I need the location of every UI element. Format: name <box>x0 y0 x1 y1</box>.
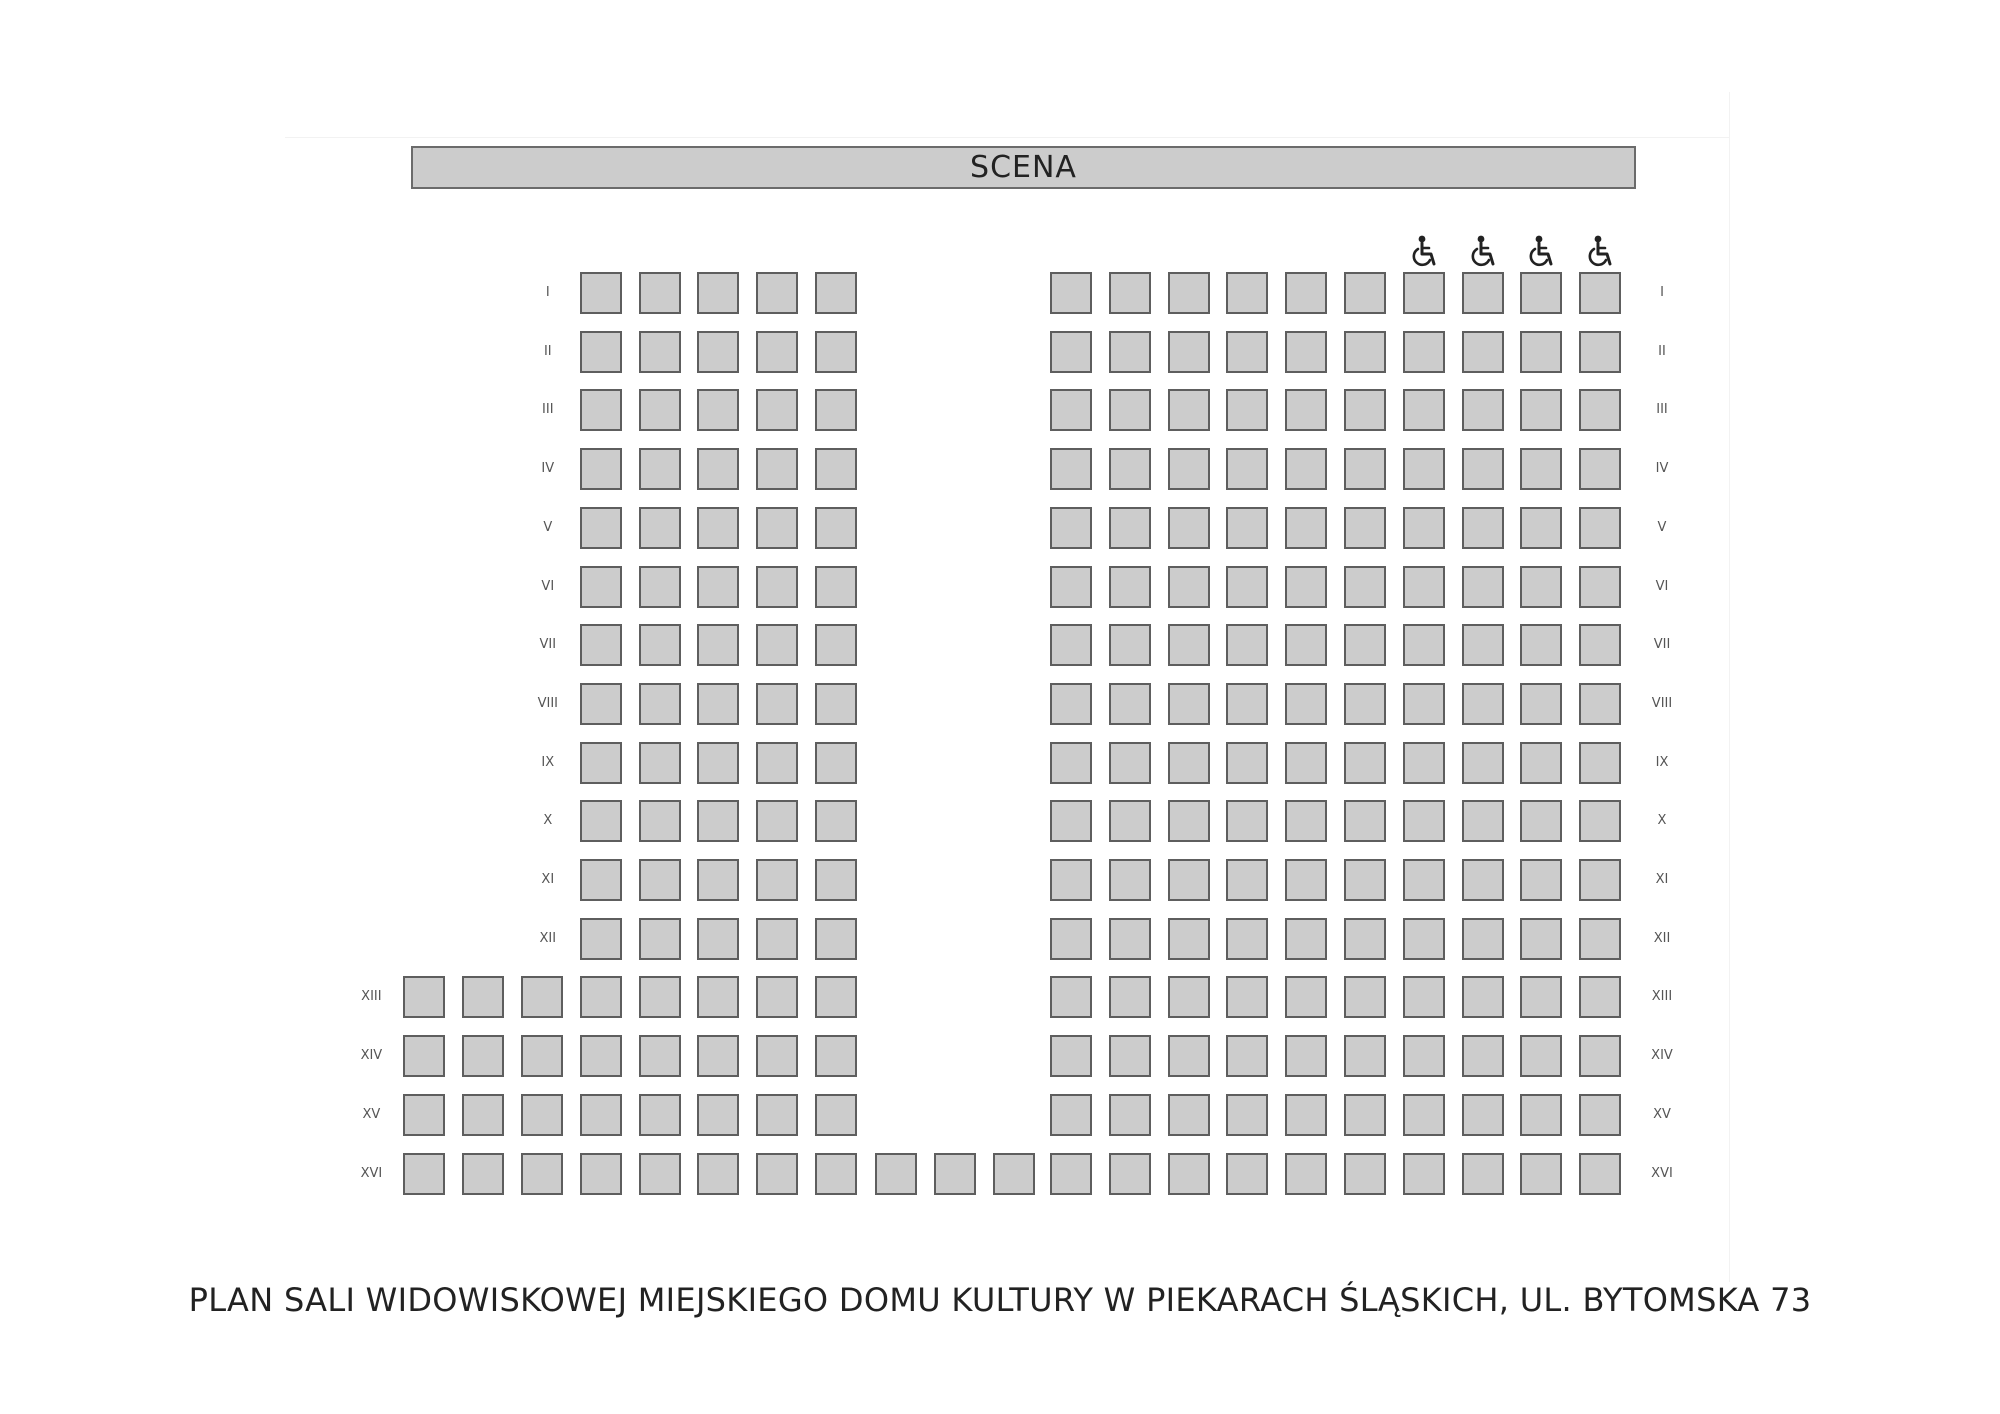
seat-row-vi-right-6[interactable] <box>1344 566 1386 608</box>
seat-row-iii-right-4[interactable] <box>1226 389 1268 431</box>
seat-row-xvi-left-1[interactable] <box>403 1153 445 1195</box>
seat-row-iii-left-5[interactable] <box>815 389 857 431</box>
seat-row-i-right-1[interactable] <box>1050 272 1092 314</box>
seat-row-x-left-1[interactable] <box>580 800 622 842</box>
seat-row-xi-left-5[interactable] <box>815 859 857 901</box>
seat-row-viii-left-1[interactable] <box>580 683 622 725</box>
seat-row-xii-right-2[interactable] <box>1109 918 1151 960</box>
seat-row-iii-right-2[interactable] <box>1109 389 1151 431</box>
seat-row-vii-left-5[interactable] <box>815 624 857 666</box>
seat-row-ix-left-4[interactable] <box>756 742 798 784</box>
seat-row-ix-left-5[interactable] <box>815 742 857 784</box>
seat-row-xvi-left-6[interactable] <box>697 1153 739 1195</box>
row-label-right: X <box>1657 813 1667 829</box>
seat-row-xvi-right-5[interactable] <box>1285 1153 1327 1195</box>
seat-row-xii-right-6[interactable] <box>1344 918 1386 960</box>
seat-row-vi-right-7[interactable] <box>1403 566 1445 608</box>
seat-row-i-left-2[interactable] <box>639 272 681 314</box>
seat-row-xii-right-9[interactable] <box>1520 918 1562 960</box>
seat-row-ix-right-2[interactable] <box>1109 742 1151 784</box>
seat-row-xii-left-5[interactable] <box>815 918 857 960</box>
seat-row-ii-right-7[interactable] <box>1403 331 1445 373</box>
seat-row-xvi-right-4[interactable] <box>1226 1153 1268 1195</box>
seat-row-iv-right-3[interactable] <box>1168 448 1210 490</box>
seat-row-ix-right-4[interactable] <box>1226 742 1268 784</box>
seat-row-xiv-right-8[interactable] <box>1462 1035 1504 1077</box>
seat-row-xvi-center-2[interactable] <box>934 1153 976 1195</box>
seat-row-iv-right-10[interactable] <box>1579 448 1621 490</box>
seat-row-xvi-left-7[interactable] <box>756 1153 798 1195</box>
row-label-right: II <box>1658 343 1666 359</box>
row-label-right: XIII <box>1651 989 1673 1005</box>
seat-row-xv-left-7[interactable] <box>756 1094 798 1136</box>
seat-row-xii-left-3[interactable] <box>697 918 739 960</box>
seat-row-xiii-left-8[interactable] <box>815 976 857 1018</box>
wheelchair-icon <box>1520 234 1562 270</box>
seat-row-ix-right-9[interactable] <box>1520 742 1562 784</box>
row-label-right: XV <box>1653 1106 1671 1122</box>
seat-row-xv-right-6[interactable] <box>1344 1094 1386 1136</box>
seat-row-xiv-left-6[interactable] <box>697 1035 739 1077</box>
seat-row-xiii-right-1[interactable] <box>1050 976 1092 1018</box>
seat-row-vii-left-3[interactable] <box>697 624 739 666</box>
seat-row-i-right-5[interactable] <box>1285 272 1327 314</box>
seat-row-xiv-right-6[interactable] <box>1344 1035 1386 1077</box>
seat-row-iv-left-4[interactable] <box>756 448 798 490</box>
seat-row-i-left-1[interactable] <box>580 272 622 314</box>
seat-row-x-left-2[interactable] <box>639 800 681 842</box>
seat-row-x-right-10[interactable] <box>1579 800 1621 842</box>
seat-row-viii-right-7[interactable] <box>1403 683 1445 725</box>
seat-row-xv-left-6[interactable] <box>697 1094 739 1136</box>
row-label-left: XII <box>539 930 557 946</box>
seat-row-xiii-left-5[interactable] <box>639 976 681 1018</box>
seat-row-iv-left-3[interactable] <box>697 448 739 490</box>
seat-row-xii-right-3[interactable] <box>1168 918 1210 960</box>
seat-row-xi-left-4[interactable] <box>756 859 798 901</box>
row-label-right: XI <box>1655 872 1669 887</box>
row-label-left: VI <box>541 578 555 594</box>
seat-row-iii-right-3[interactable] <box>1168 389 1210 431</box>
seat-row-xiv-right-7[interactable] <box>1403 1035 1445 1077</box>
seat-row-x-left-3[interactable] <box>697 800 739 842</box>
seat-row-xiii-left-3[interactable] <box>521 976 563 1018</box>
row-label-right: VI <box>1655 578 1669 594</box>
seat-row-xv-left-1[interactable] <box>403 1094 445 1136</box>
seat-row-xi-left-2[interactable] <box>639 859 681 901</box>
seat-row-xvi-left-4[interactable] <box>580 1153 622 1195</box>
seat-row-vi-left-1[interactable] <box>580 566 622 608</box>
seat-row-i-right-10[interactable] <box>1579 272 1621 314</box>
row-label-right: I <box>1660 285 1664 300</box>
seat-row-vi-right-5[interactable] <box>1285 566 1327 608</box>
wheelchair-icon <box>1579 234 1621 270</box>
seat-row-xii-right-7[interactable] <box>1403 918 1445 960</box>
seat-row-xvi-left-5[interactable] <box>639 1153 681 1195</box>
seat-row-v-right-4[interactable] <box>1226 507 1268 549</box>
row-label-right: IV <box>1655 461 1669 477</box>
row-label-left: IV <box>541 461 555 477</box>
seat-row-vii-left-4[interactable] <box>756 624 798 666</box>
seat-row-x-left-4[interactable] <box>756 800 798 842</box>
row-label-left: II <box>543 343 552 359</box>
row-label-right: VIII <box>1651 695 1673 711</box>
seat-row-vii-left-2[interactable] <box>639 624 681 666</box>
seat-row-viii-left-5[interactable] <box>815 683 857 725</box>
seat-row-iii-left-4[interactable] <box>756 389 798 431</box>
seat-row-xi-right-7[interactable] <box>1403 859 1445 901</box>
seat-row-xiv-right-9[interactable] <box>1520 1035 1562 1077</box>
seat-row-viii-right-10[interactable] <box>1579 683 1621 725</box>
row-label-right: VII <box>1653 637 1671 653</box>
seat-row-ix-right-6[interactable] <box>1344 742 1386 784</box>
seat-row-i-right-7[interactable] <box>1403 272 1445 314</box>
seat-row-xiii-left-6[interactable] <box>697 976 739 1018</box>
seat-row-iii-left-3[interactable] <box>697 389 739 431</box>
seat-row-ix-left-2[interactable] <box>639 742 681 784</box>
seat-row-xii-right-5[interactable] <box>1285 918 1327 960</box>
row-label-right: XVI <box>1651 1165 1673 1181</box>
seat-row-iv-right-8[interactable] <box>1462 448 1504 490</box>
seat-row-xiii-right-3[interactable] <box>1168 976 1210 1018</box>
seat-row-ix-right-1[interactable] <box>1050 742 1092 784</box>
seat-row-xiv-left-2[interactable] <box>462 1035 504 1077</box>
seat-row-xiii-left-1[interactable] <box>403 976 445 1018</box>
seat-row-viii-right-8[interactable] <box>1462 683 1504 725</box>
seat-row-iii-right-1[interactable] <box>1050 389 1092 431</box>
seat-row-iv-right-9[interactable] <box>1520 448 1562 490</box>
seat-row-ii-left-2[interactable] <box>639 331 681 373</box>
seat-row-xv-right-4[interactable] <box>1226 1094 1268 1136</box>
seat-row-iv-left-2[interactable] <box>639 448 681 490</box>
seat-row-xii-right-8[interactable] <box>1462 918 1504 960</box>
seat-row-iii-right-6[interactable] <box>1344 389 1386 431</box>
seat-row-xiv-left-8[interactable] <box>815 1035 857 1077</box>
seat-row-v-left-3[interactable] <box>697 507 739 549</box>
seat-row-xi-right-8[interactable] <box>1462 859 1504 901</box>
seat-row-xvi-right-8[interactable] <box>1462 1153 1504 1195</box>
seat-row-ii-left-4[interactable] <box>756 331 798 373</box>
seat-row-iii-left-1[interactable] <box>580 389 622 431</box>
seat-row-ii-right-2[interactable] <box>1109 331 1151 373</box>
seat-row-v-left-5[interactable] <box>815 507 857 549</box>
seat-row-i-right-2[interactable] <box>1109 272 1151 314</box>
seat-row-xv-left-4[interactable] <box>580 1094 622 1136</box>
seat-row-xi-right-2[interactable] <box>1109 859 1151 901</box>
seat-row-x-right-5[interactable] <box>1285 800 1327 842</box>
seat-row-xv-right-2[interactable] <box>1109 1094 1151 1136</box>
seat-row-xiii-right-4[interactable] <box>1226 976 1268 1018</box>
seat-row-xi-right-6[interactable] <box>1344 859 1386 901</box>
seat-row-v-left-1[interactable] <box>580 507 622 549</box>
seat-row-v-right-7[interactable] <box>1403 507 1445 549</box>
seat-row-xvi-right-9[interactable] <box>1520 1153 1562 1195</box>
seat-row-vii-right-8[interactable] <box>1462 624 1504 666</box>
seat-row-xiii-right-6[interactable] <box>1344 976 1386 1018</box>
seat-row-x-right-4[interactable] <box>1226 800 1268 842</box>
seat-row-v-right-5[interactable] <box>1285 507 1327 549</box>
seat-row-xiv-left-4[interactable] <box>580 1035 622 1077</box>
seat-row-xvi-left-8[interactable] <box>815 1153 857 1195</box>
seat-row-iv-right-4[interactable] <box>1226 448 1268 490</box>
seat-row-vii-right-6[interactable] <box>1344 624 1386 666</box>
seat-row-viii-right-4[interactable] <box>1226 683 1268 725</box>
seat-row-vi-right-8[interactable] <box>1462 566 1504 608</box>
seat-row-v-right-6[interactable] <box>1344 507 1386 549</box>
seat-row-iii-right-9[interactable] <box>1520 389 1562 431</box>
seat-row-vii-right-4[interactable] <box>1226 624 1268 666</box>
seat-row-vi-left-5[interactable] <box>815 566 857 608</box>
seat-row-v-left-4[interactable] <box>756 507 798 549</box>
row-label-right: IX <box>1655 754 1669 770</box>
seat-row-iii-left-2[interactable] <box>639 389 681 431</box>
seat-row-xvi-center-1[interactable] <box>875 1153 917 1195</box>
seat-row-ii-left-5[interactable] <box>815 331 857 373</box>
seat-row-xii-left-4[interactable] <box>756 918 798 960</box>
seat-row-vi-left-4[interactable] <box>756 566 798 608</box>
seat-row-xvi-right-1[interactable] <box>1050 1153 1092 1195</box>
seat-row-ix-left-3[interactable] <box>697 742 739 784</box>
seat-row-iv-right-1[interactable] <box>1050 448 1092 490</box>
row-label-left: X <box>543 813 553 829</box>
stage: SCENA <box>411 146 1636 189</box>
seat-row-vi-right-9[interactable] <box>1520 566 1562 608</box>
row-label-left: III <box>542 402 554 418</box>
seat-row-xi-right-5[interactable] <box>1285 859 1327 901</box>
seat-row-x-right-3[interactable] <box>1168 800 1210 842</box>
seat-row-ii-right-4[interactable] <box>1226 331 1268 373</box>
seat-row-v-left-2[interactable] <box>639 507 681 549</box>
seat-row-xiii-right-2[interactable] <box>1109 976 1151 1018</box>
seat-row-x-right-9[interactable] <box>1520 800 1562 842</box>
seat-row-xvi-right-2[interactable] <box>1109 1153 1151 1195</box>
seat-row-xii-right-10[interactable] <box>1579 918 1621 960</box>
seat-row-iii-right-8[interactable] <box>1462 389 1504 431</box>
seat-row-viii-right-3[interactable] <box>1168 683 1210 725</box>
seat-row-xiii-right-7[interactable] <box>1403 976 1445 1018</box>
seat-row-ix-right-8[interactable] <box>1462 742 1504 784</box>
seat-row-x-right-8[interactable] <box>1462 800 1504 842</box>
seat-row-xiv-left-1[interactable] <box>403 1035 445 1077</box>
seat-row-xii-right-4[interactable] <box>1226 918 1268 960</box>
row-label-left: XV <box>362 1106 381 1122</box>
seat-row-iii-right-7[interactable] <box>1403 389 1445 431</box>
seat-row-xiv-left-3[interactable] <box>521 1035 563 1077</box>
row-label-right: XIV <box>1651 1048 1673 1064</box>
seat-row-xiv-left-7[interactable] <box>756 1035 798 1077</box>
seat-row-iv-right-7[interactable] <box>1403 448 1445 490</box>
seat-row-i-left-4[interactable] <box>756 272 798 314</box>
wheelchair-icon <box>1462 234 1504 270</box>
seat-row-xv-right-10[interactable] <box>1579 1094 1621 1136</box>
seat-row-i-right-6[interactable] <box>1344 272 1386 314</box>
seat-row-viii-right-1[interactable] <box>1050 683 1092 725</box>
seat-row-x-right-7[interactable] <box>1403 800 1445 842</box>
seat-row-x-right-1[interactable] <box>1050 800 1092 842</box>
plan-caption: PLAN SALI WIDOWISKOWEJ MIEJSKIEGO DOMU KULTURY W PIEKARACH ŚLĄSKICH, UL. BYTOMSKA 73 <box>188 1281 1812 1319</box>
seat-row-xvi-center-3[interactable] <box>993 1153 1035 1195</box>
seat-row-xvi-right-7[interactable] <box>1403 1153 1445 1195</box>
seat-row-xii-left-1[interactable] <box>580 918 622 960</box>
seat-row-x-right-6[interactable] <box>1344 800 1386 842</box>
seat-row-iv-right-6[interactable] <box>1344 448 1386 490</box>
row-label-left: VIII <box>537 695 558 711</box>
seat-row-vii-right-3[interactable] <box>1168 624 1210 666</box>
seat-row-i-right-3[interactable] <box>1168 272 1210 314</box>
seat-row-xiii-right-10[interactable] <box>1579 976 1621 1018</box>
seat-row-vii-right-10[interactable] <box>1579 624 1621 666</box>
seat-row-xi-right-4[interactable] <box>1226 859 1268 901</box>
seat-row-v-right-10[interactable] <box>1579 507 1621 549</box>
seat-row-v-right-8[interactable] <box>1462 507 1504 549</box>
seat-row-xii-right-1[interactable] <box>1050 918 1092 960</box>
seat-row-v-right-3[interactable] <box>1168 507 1210 549</box>
seat-row-i-right-8[interactable] <box>1462 272 1504 314</box>
seat-row-vi-left-2[interactable] <box>639 566 681 608</box>
seat-row-vi-left-3[interactable] <box>697 566 739 608</box>
seat-row-ix-right-5[interactable] <box>1285 742 1327 784</box>
row-label-left: I <box>545 285 550 300</box>
seat-row-ix-right-7[interactable] <box>1403 742 1445 784</box>
seat-row-xi-left-3[interactable] <box>697 859 739 901</box>
seat-row-vii-right-7[interactable] <box>1403 624 1445 666</box>
seat-row-iv-left-5[interactable] <box>815 448 857 490</box>
seat-row-xiv-right-4[interactable] <box>1226 1035 1268 1077</box>
seat-row-ii-left-1[interactable] <box>580 331 622 373</box>
seat-row-vi-right-2[interactable] <box>1109 566 1151 608</box>
seat-row-xvi-left-3[interactable] <box>521 1153 563 1195</box>
seat-row-vii-right-9[interactable] <box>1520 624 1562 666</box>
seat-row-iv-right-2[interactable] <box>1109 448 1151 490</box>
seat-row-vi-right-10[interactable] <box>1579 566 1621 608</box>
seat-row-xiii-right-8[interactable] <box>1462 976 1504 1018</box>
row-label-right: XII <box>1653 930 1671 946</box>
seat-row-xvi-right-6[interactable] <box>1344 1153 1386 1195</box>
seat-row-ii-right-3[interactable] <box>1168 331 1210 373</box>
seat-row-xv-right-9[interactable] <box>1520 1094 1562 1136</box>
seat-row-x-left-5[interactable] <box>815 800 857 842</box>
seat-row-xiv-right-3[interactable] <box>1168 1035 1210 1077</box>
seat-row-xv-left-5[interactable] <box>639 1094 681 1136</box>
seat-row-ii-right-6[interactable] <box>1344 331 1386 373</box>
seat-row-xiv-right-1[interactable] <box>1050 1035 1092 1077</box>
seat-row-iii-right-10[interactable] <box>1579 389 1621 431</box>
seat-row-xiii-left-7[interactable] <box>756 976 798 1018</box>
seat-row-xi-right-3[interactable] <box>1168 859 1210 901</box>
seat-row-viii-right-6[interactable] <box>1344 683 1386 725</box>
seat-row-vii-right-1[interactable] <box>1050 624 1092 666</box>
row-label-left: XVI <box>360 1165 383 1181</box>
seat-row-viii-right-9[interactable] <box>1520 683 1562 725</box>
seat-row-iv-left-1[interactable] <box>580 448 622 490</box>
seat-row-vi-right-4[interactable] <box>1226 566 1268 608</box>
seat-row-xiii-right-9[interactable] <box>1520 976 1562 1018</box>
seat-row-i-right-9[interactable] <box>1520 272 1562 314</box>
seat-row-ix-left-1[interactable] <box>580 742 622 784</box>
seat-row-v-right-2[interactable] <box>1109 507 1151 549</box>
seat-row-ii-right-1[interactable] <box>1050 331 1092 373</box>
seat-row-viii-left-2[interactable] <box>639 683 681 725</box>
row-label-left: XI <box>541 872 555 887</box>
seat-row-xi-left-1[interactable] <box>580 859 622 901</box>
seat-row-vi-right-1[interactable] <box>1050 566 1092 608</box>
seat-row-ii-right-8[interactable] <box>1462 331 1504 373</box>
seat-row-vii-left-1[interactable] <box>580 624 622 666</box>
seat-row-ix-right-3[interactable] <box>1168 742 1210 784</box>
row-label-right: V <box>1657 519 1667 535</box>
row-label-left: IX <box>541 754 555 770</box>
seat-row-xi-right-10[interactable] <box>1579 859 1621 901</box>
row-label-left: XIII <box>361 989 382 1005</box>
seat-row-v-right-1[interactable] <box>1050 507 1092 549</box>
seat-row-ii-right-5[interactable] <box>1285 331 1327 373</box>
seat-row-vii-right-5[interactable] <box>1285 624 1327 666</box>
seat-row-xiii-left-4[interactable] <box>580 976 622 1018</box>
seat-row-xiv-left-5[interactable] <box>639 1035 681 1077</box>
seat-row-ii-left-3[interactable] <box>697 331 739 373</box>
seat-row-vi-right-3[interactable] <box>1168 566 1210 608</box>
seat-row-xiv-right-5[interactable] <box>1285 1035 1327 1077</box>
seat-row-xv-left-2[interactable] <box>462 1094 504 1136</box>
row-label-left: V <box>543 519 553 535</box>
seat-row-viii-left-3[interactable] <box>697 683 739 725</box>
seat-row-vii-right-2[interactable] <box>1109 624 1151 666</box>
seat-row-i-left-3[interactable] <box>697 272 739 314</box>
seat-row-xvi-right-10[interactable] <box>1579 1153 1621 1195</box>
seat-row-xi-right-1[interactable] <box>1050 859 1092 901</box>
seat-row-xiii-right-5[interactable] <box>1285 976 1327 1018</box>
row-label-left: VII <box>539 637 557 653</box>
seat-row-ix-right-10[interactable] <box>1579 742 1621 784</box>
row-label-left: XIV <box>360 1048 383 1064</box>
seat-row-xv-right-7[interactable] <box>1403 1094 1445 1136</box>
seat-row-xv-right-1[interactable] <box>1050 1094 1092 1136</box>
seat-row-xv-right-5[interactable] <box>1285 1094 1327 1136</box>
seat-row-x-right-2[interactable] <box>1109 800 1151 842</box>
seat-row-xvi-left-2[interactable] <box>462 1153 504 1195</box>
seat-row-xv-right-3[interactable] <box>1168 1094 1210 1136</box>
seat-row-xv-right-8[interactable] <box>1462 1094 1504 1136</box>
seat-row-xiii-left-2[interactable] <box>462 976 504 1018</box>
seat-row-xv-left-8[interactable] <box>815 1094 857 1136</box>
seat-row-viii-right-2[interactable] <box>1109 683 1151 725</box>
wheelchair-icon <box>1403 234 1445 270</box>
seat-row-ii-right-9[interactable] <box>1520 331 1562 373</box>
seat-row-viii-left-4[interactable] <box>756 683 798 725</box>
seat-row-xii-left-2[interactable] <box>639 918 681 960</box>
seat-row-xvi-right-3[interactable] <box>1168 1153 1210 1195</box>
seat-row-v-right-9[interactable] <box>1520 507 1562 549</box>
seat-row-xi-right-9[interactable] <box>1520 859 1562 901</box>
seat-row-ii-right-10[interactable] <box>1579 331 1621 373</box>
seat-row-i-right-4[interactable] <box>1226 272 1268 314</box>
row-label-right: III <box>1656 402 1668 418</box>
seat-row-iii-right-5[interactable] <box>1285 389 1327 431</box>
seat-row-i-left-5[interactable] <box>815 272 857 314</box>
seat-row-xv-left-3[interactable] <box>521 1094 563 1136</box>
seat-row-iv-right-5[interactable] <box>1285 448 1327 490</box>
seat-row-xiv-right-10[interactable] <box>1579 1035 1621 1077</box>
seat-row-viii-right-5[interactable] <box>1285 683 1327 725</box>
seat-row-xiv-right-2[interactable] <box>1109 1035 1151 1077</box>
